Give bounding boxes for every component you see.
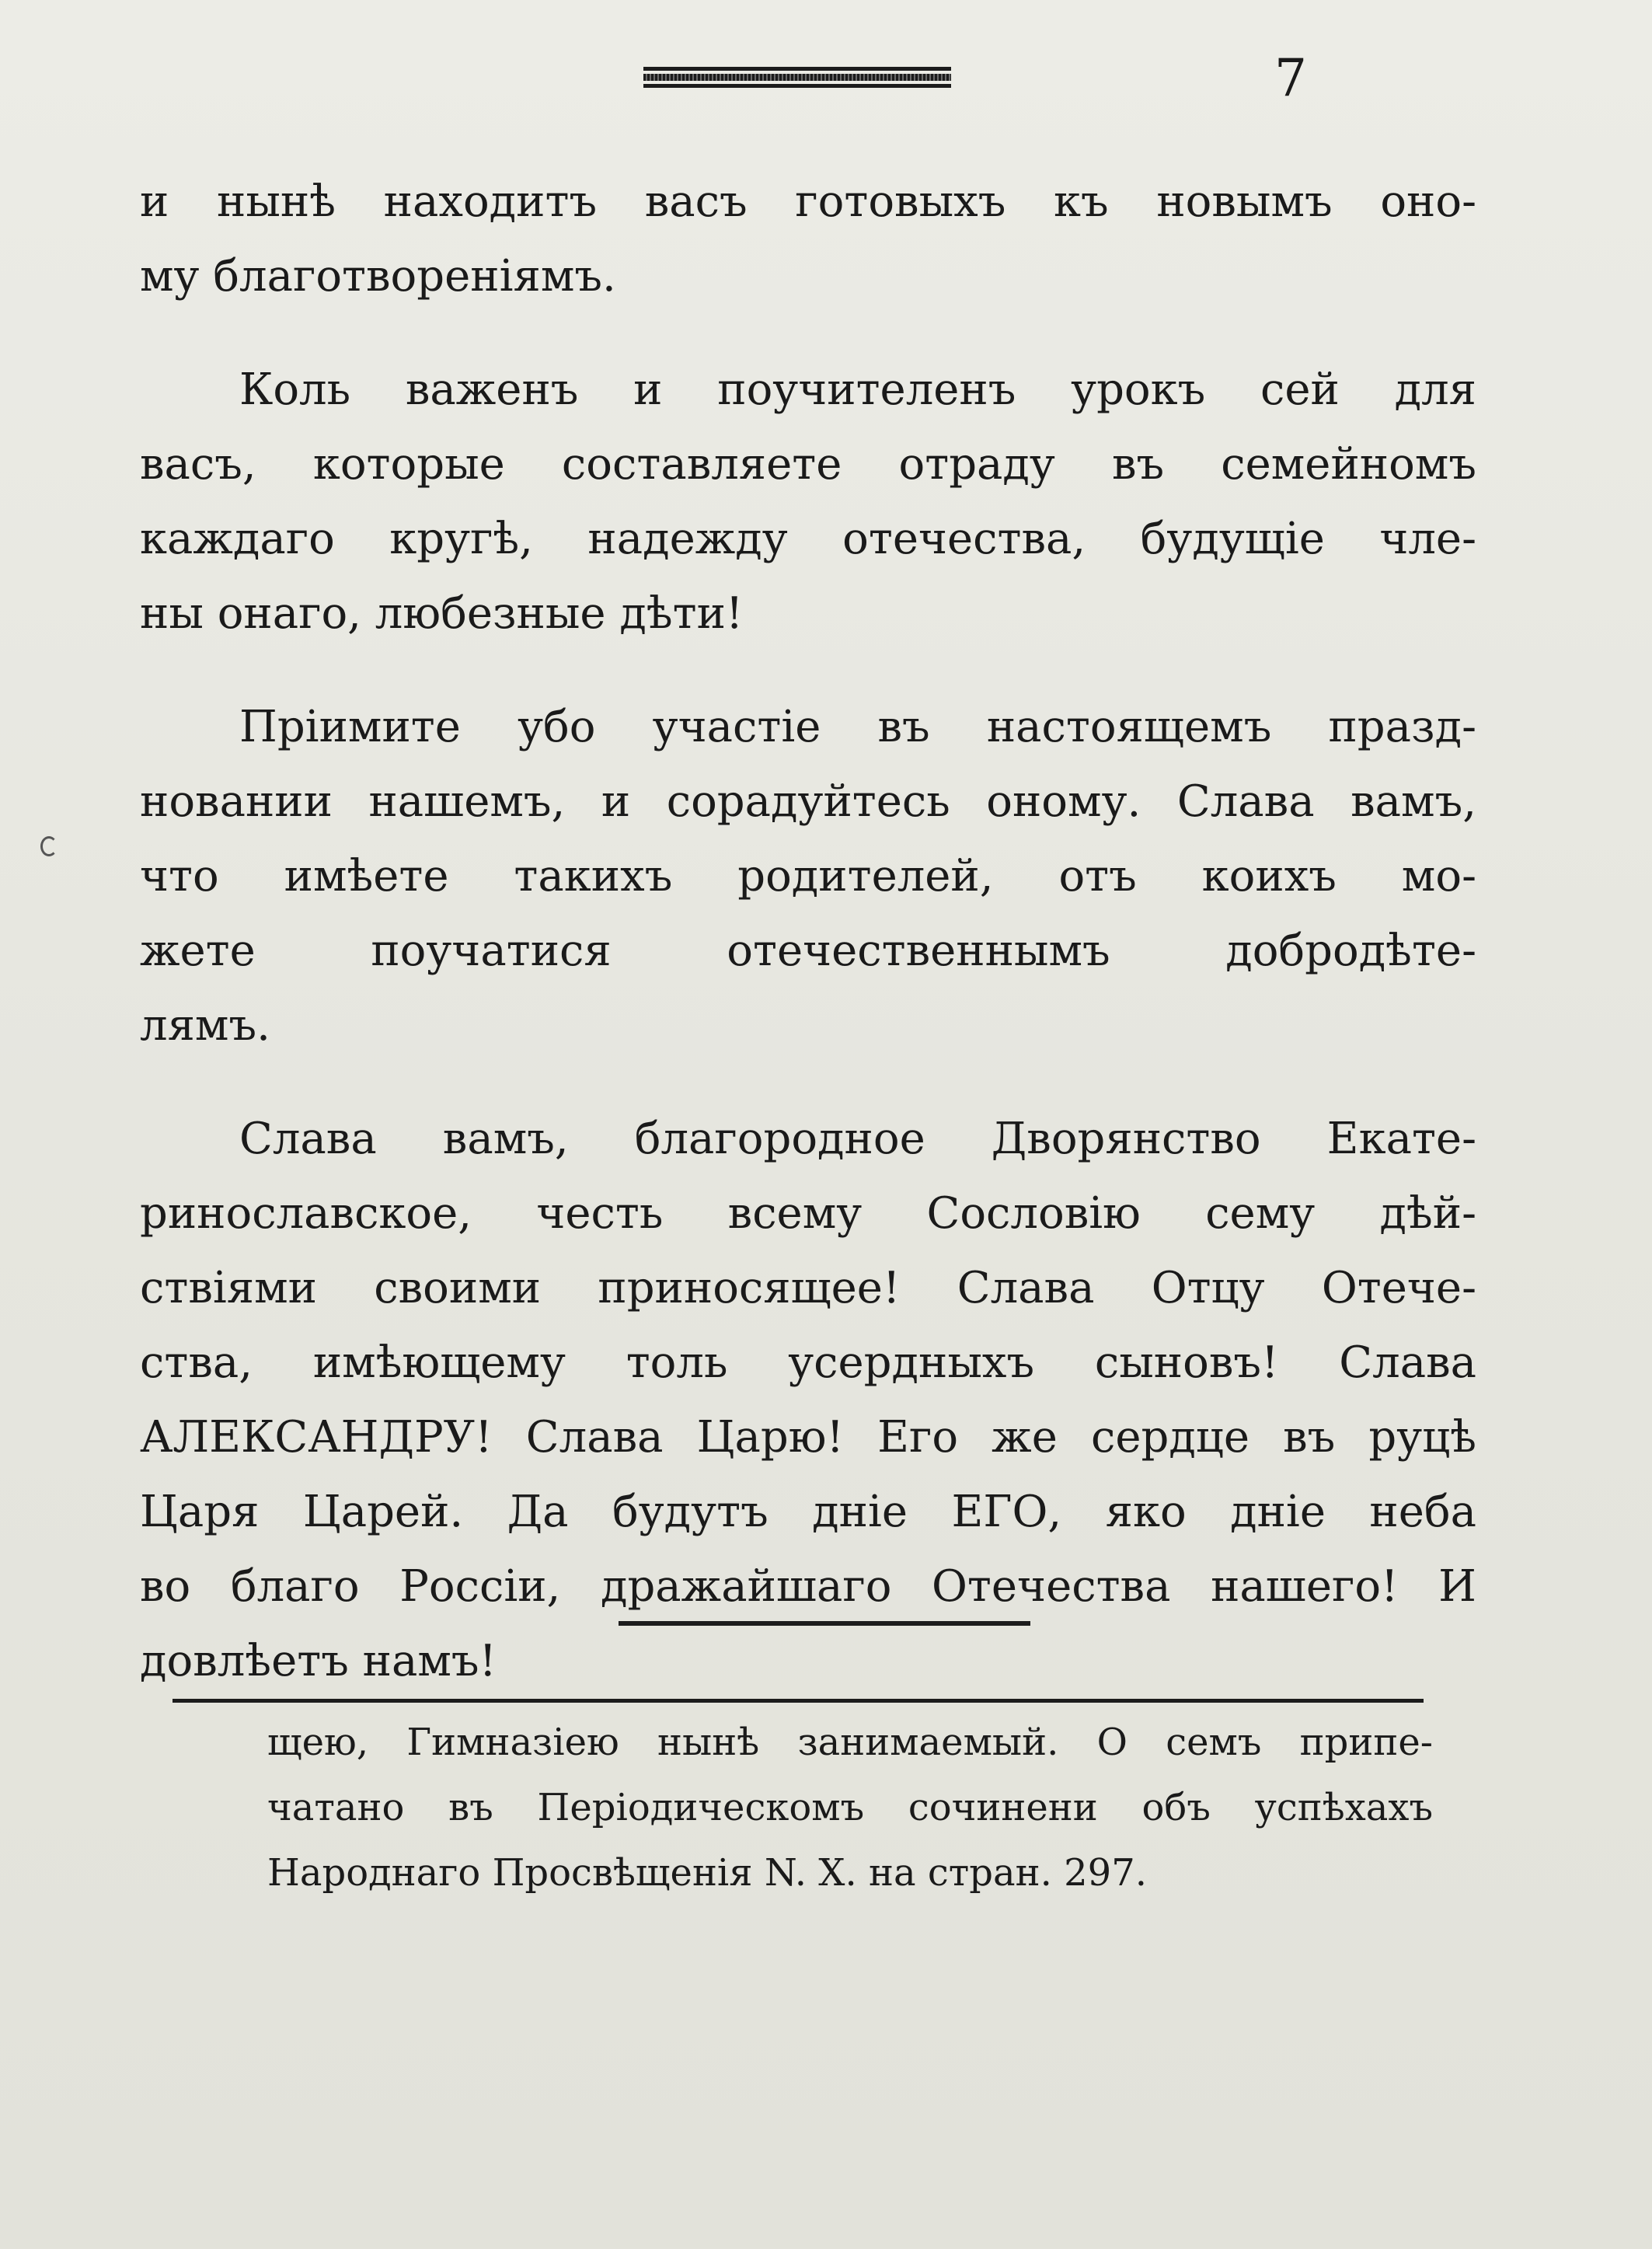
text-line: Коль важенъ и поучителенъ урокъ сей для — [239, 364, 1476, 415]
text-line: ствіями своими приносящее! Слава Отцу Отече- — [140, 1263, 1476, 1313]
footnote-line: щею, Гимназіею нынѣ занимаемый. О семъ припе- — [267, 1721, 1433, 1764]
paragraph-3 — [140, 690, 1476, 1063]
text-line: ринославское, честь всему Сословію сему дѣй- — [140, 1188, 1476, 1239]
footnote-rule — [173, 1699, 1424, 1703]
page-number: 7 — [1274, 48, 1307, 108]
text-line: Царя Царей. Да будутъ дніе ЕГО, яко дніе неба — [140, 1487, 1476, 1537]
main-text — [140, 165, 1476, 1699]
text-line: АЛЕКСАНДРУ! Слава Царю! Его же сердце въ руцѣ — [140, 1412, 1476, 1463]
text-line: новании нашемъ, и сорадуйтесь оному. Слава вамъ, — [140, 776, 1476, 827]
end-of-text-rule — [619, 1621, 1030, 1626]
text-line: каждаго кругѣ, надежду отечества, будущіе чле- — [140, 514, 1476, 564]
text-line: васъ, которые составляете отраду въ семейномъ — [140, 439, 1476, 490]
text-line: Пріимите убо участіе въ настоящемъ празд- — [239, 702, 1476, 752]
footnote-line: чатано въ Періодическомъ сочинени объ успѣхахъ — [267, 1786, 1433, 1829]
paragraph-1 — [140, 165, 1476, 314]
text-line: жете поучатися отечественнымъ добродѣте- — [140, 926, 1476, 976]
text-line: лямъ. — [140, 1000, 270, 1051]
text-line: Слава вамъ, благородное Дворянство Екате- — [239, 1114, 1476, 1164]
paragraph-4 — [140, 1102, 1476, 1699]
text-line: и нынѣ находитъ васъ готовыхъ къ новымъ оно- — [140, 176, 1476, 227]
text-line: ства, имѣющему толь усердныхъ сыновъ! Слава — [140, 1337, 1476, 1388]
text-line: что имѣете такихъ родителей, отъ коихъ мо- — [140, 851, 1476, 901]
text-line: му благотвореніямъ. — [140, 251, 616, 302]
text-line: во благо Россіи, дражайшаго Отечества нашего! И — [140, 1561, 1476, 1612]
margin-mark — [40, 836, 58, 856]
text-line: ны онаго, любезные дѣти! — [140, 588, 744, 639]
header-ornamental-rule — [643, 67, 951, 90]
text-line: довлѣетъ намъ! — [140, 1636, 497, 1686]
paragraph-2 — [140, 353, 1476, 651]
footnote — [267, 1710, 1433, 1906]
footnote-line: Народнаго Просвѣщенія N. X. на стран. 297. — [267, 1851, 1147, 1895]
